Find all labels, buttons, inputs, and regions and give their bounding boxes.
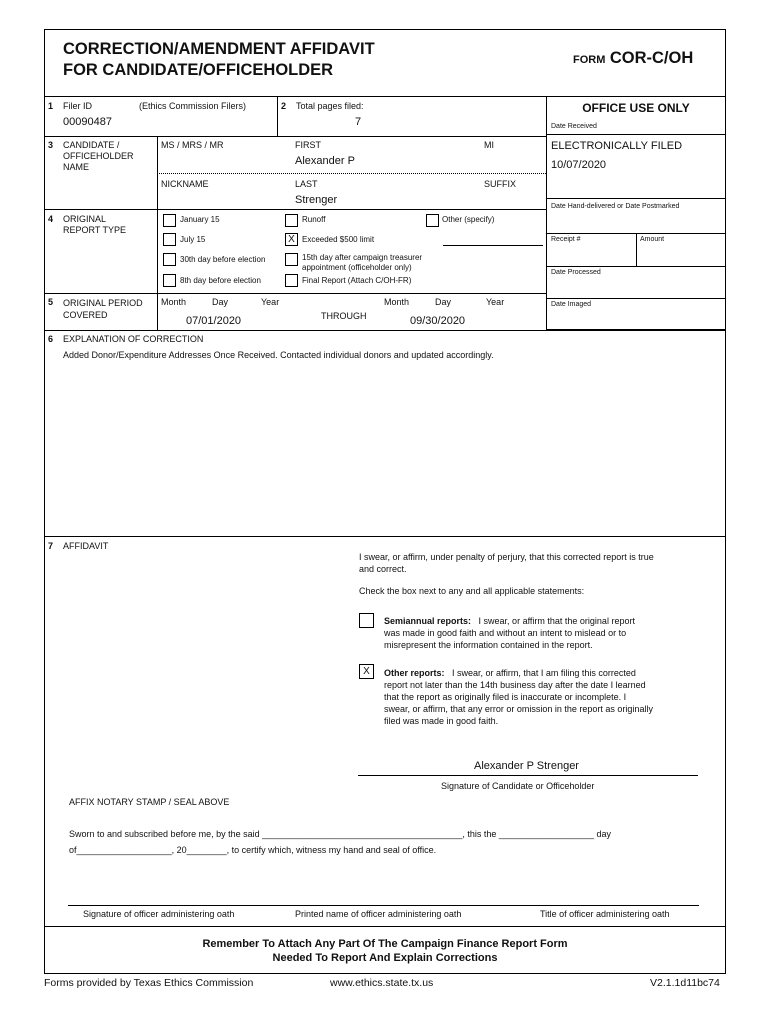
explanation-text: Added Donor/Expenditure Addresses Once Received. Contacted individual donors and updated accordingly.: [63, 350, 494, 360]
signature-caption: Signature of Candidate or Officeholder: [441, 781, 595, 791]
receipt-label: Receipt #: [551, 236, 581, 243]
signer-name: Alexander P Strenger: [474, 760, 579, 772]
30th-day-checkbox[interactable]: [163, 253, 176, 266]
check-instruction: Check the box next to any and all applicable statements:: [359, 586, 585, 596]
report-type-label: [63, 214, 126, 236]
swear-line1: I swear, or affirm, under penalty of perjury, that this corrected report is true: [359, 552, 654, 562]
swear-statement: [359, 551, 654, 575]
officer-printed-caption: Printed name of officer administering oath: [295, 909, 462, 919]
to-year-label: Year: [486, 297, 505, 307]
other-reports-line2: report not later than the 14th business day after the date I learned: [384, 680, 646, 690]
row-divider-4: [44, 330, 726, 331]
period-label: [63, 297, 143, 321]
other-reports-line5: filed was made in good faith.: [384, 716, 499, 726]
january-15-checkbox[interactable]: [163, 214, 176, 227]
filed-date: 10/07/2020: [551, 159, 607, 171]
8th-day-label: 8th day before election: [180, 276, 261, 285]
period-label-line1: ORIGINAL PERIOD: [63, 298, 143, 308]
to-month-label: Month: [384, 297, 410, 307]
candidate-label-line2: OFFICEHOLDER: [63, 151, 134, 161]
form-title-line1: CORRECTION/AMENDMENT AFFIDAVIT: [63, 40, 375, 58]
filer-id-sublabel: (Ethics Commission Filers): [139, 101, 247, 111]
signature-line[interactable]: [358, 775, 698, 776]
mi-label: MI: [484, 140, 494, 150]
report-type-line1: ORIGINAL: [63, 214, 107, 224]
15th-day-label: [302, 253, 422, 272]
notary-stamp-label: AFFIX NOTARY STAMP / SEAL ABOVE: [69, 797, 230, 807]
footer-right: V2.1.1d11bc74: [650, 977, 720, 989]
prefix-label: MS / MRS / MR: [161, 140, 224, 150]
form-code: COR-C/OH: [609, 49, 694, 67]
suffix-label: SUFFIX: [484, 179, 517, 189]
to-date-value: 09/30/2020: [410, 315, 466, 327]
section5-num: 5: [48, 297, 54, 307]
semiannual-line2: was made in good faith and without an intent to mislead or to: [384, 628, 627, 638]
reminder-line1: Remember To Attach Any Part Of The Campaign Finance Report Form: [202, 938, 568, 950]
date-imaged-label: Date Imaged: [551, 301, 592, 308]
row-divider-6: [44, 926, 726, 927]
other-reports-line3: that the report as originally filed is inaccurate or incomplete. I: [384, 692, 627, 702]
divider-section5-left: [157, 293, 158, 330]
candidate-label-line3: NAME: [63, 162, 90, 172]
candidate-label-line1: CANDIDATE /: [63, 140, 120, 150]
filer-id-label: Filer ID: [63, 101, 92, 111]
first-name-label: FIRST: [295, 140, 321, 150]
candidate-name-label: [63, 140, 134, 173]
semiannual-line3: misrepresent the information contained in the report.: [384, 640, 593, 650]
from-day-label: Day: [212, 297, 229, 307]
other-specify-line[interactable]: [443, 245, 543, 246]
date-processed-label: Date Processed: [551, 269, 601, 276]
office-receipt-divider: [636, 233, 637, 266]
row-divider-3: [44, 293, 546, 294]
other-reports-bold: Other reports:: [384, 668, 445, 678]
15th-day-checkbox[interactable]: [285, 253, 298, 266]
semiannual-line1: I swear, or affirm that the original report: [478, 616, 635, 626]
office-divider-5: [546, 298, 726, 299]
section6-num: 6: [48, 334, 54, 344]
amount-label: Amount: [640, 236, 665, 243]
runoff-label: Runoff: [302, 215, 326, 224]
office-use-box: [546, 96, 726, 330]
8th-day-checkbox[interactable]: [163, 274, 176, 287]
january-15-label: January 15: [180, 215, 220, 224]
total-pages-label: Total pages filed:: [296, 101, 364, 111]
from-date-value: 07/01/2020: [186, 315, 242, 327]
30th-day-label: 30th day before election: [180, 255, 266, 264]
semiannual-statement: [384, 615, 635, 651]
15th-day-label-line2: appointment (officeholder only): [302, 262, 412, 272]
date-received-label: Date Received: [551, 123, 597, 130]
sworn-line1: Sworn to and subscribed before me, by the said ________________________________________, this the ___________________ day: [69, 829, 611, 839]
other-checkbox[interactable]: [426, 214, 439, 227]
section4-num: 4: [48, 214, 54, 224]
final-report-checkbox[interactable]: [285, 274, 298, 287]
officer-title-caption: Title of officer administering oath: [540, 909, 670, 919]
explanation-label: EXPLANATION OF CORRECTION: [63, 334, 204, 344]
semiannual-checkbox[interactable]: [359, 613, 374, 628]
row-divider-1: [44, 136, 546, 137]
report-type-line2: REPORT TYPE: [63, 225, 127, 235]
reminder-line2: Needed To Report And Explain Corrections: [272, 952, 498, 964]
filer-id-value: 00090487: [63, 116, 112, 128]
section2-num: 2: [281, 101, 287, 111]
name-dotted-divider: [157, 173, 546, 174]
office-divider-4: [546, 266, 726, 267]
row-divider-5: [44, 536, 726, 537]
exceeded-limit-label: Exceeded $500 limit: [302, 235, 375, 244]
total-pages-value: 7: [355, 116, 362, 128]
other-reports-statement: [384, 667, 653, 727]
divider-1-2: [277, 96, 278, 136]
office-divider-1: [546, 134, 726, 135]
office-use-title: OFFICE USE ONLY: [582, 101, 690, 115]
from-year-label: Year: [261, 297, 280, 307]
footer-center[interactable]: www.ethics.state.tx.us: [330, 977, 434, 989]
exceeded-limit-checkbox[interactable]: X: [285, 233, 298, 246]
divider-section4-left: [157, 209, 158, 293]
officer-signature-line[interactable]: [68, 905, 699, 906]
reminder-text: [44, 937, 726, 965]
form-code-block: [573, 49, 693, 68]
july-15-label: July 15: [180, 235, 206, 244]
period-label-line2: COVERED: [63, 310, 108, 320]
other-specify-label: Other (specify): [442, 215, 495, 224]
to-day-label: Day: [435, 297, 452, 307]
other-reports-line4: swear, or affirm, that any error or omission in the report as originally: [384, 704, 653, 714]
runoff-checkbox[interactable]: [285, 214, 298, 227]
semiannual-bold: Semiannual reports:: [384, 616, 472, 626]
affidavit-label: AFFIDAVIT: [63, 541, 109, 551]
other-reports-checkbox[interactable]: X: [359, 664, 374, 679]
footer-left: Forms provided by Texas Ethics Commission: [44, 977, 254, 989]
from-month-label: Month: [161, 297, 187, 307]
through-label: THROUGH: [321, 311, 367, 321]
form-title: [63, 39, 375, 81]
date-hand-label: Date Hand-delivered or Date Postmarked: [551, 203, 680, 210]
other-reports-line1: I swear, or affirm, that I am filing this corrected: [452, 668, 636, 678]
swear-line2: and correct.: [359, 564, 407, 574]
section1-num: 1: [48, 101, 54, 111]
section7-num: 7: [48, 541, 54, 551]
15th-day-label-line1: 15th day after campaign treasurer: [302, 253, 423, 262]
office-divider-2: [546, 198, 726, 199]
filed-status: ELECTRONICALLY FILED: [551, 140, 683, 152]
officer-signature-caption: Signature of officer administering oath: [83, 909, 235, 919]
section3-num: 3: [48, 140, 54, 150]
last-name-value: Strenger: [295, 194, 338, 206]
row-divider-2: [44, 209, 546, 210]
final-report-label: Final Report (Attach C/OH-FR): [302, 276, 412, 285]
form-title-line2: FOR CANDIDATE/OFFICEHOLDER: [63, 61, 334, 79]
sworn-line2: of___________________, 20________, to certify which, witness my hand and seal of office.: [69, 845, 437, 855]
nickname-label: NICKNAME: [161, 179, 209, 189]
form-prefix: FORM: [573, 54, 606, 66]
july-15-checkbox[interactable]: [163, 233, 176, 246]
first-name-value: Alexander P: [295, 155, 355, 167]
last-name-label: LAST: [295, 179, 318, 189]
